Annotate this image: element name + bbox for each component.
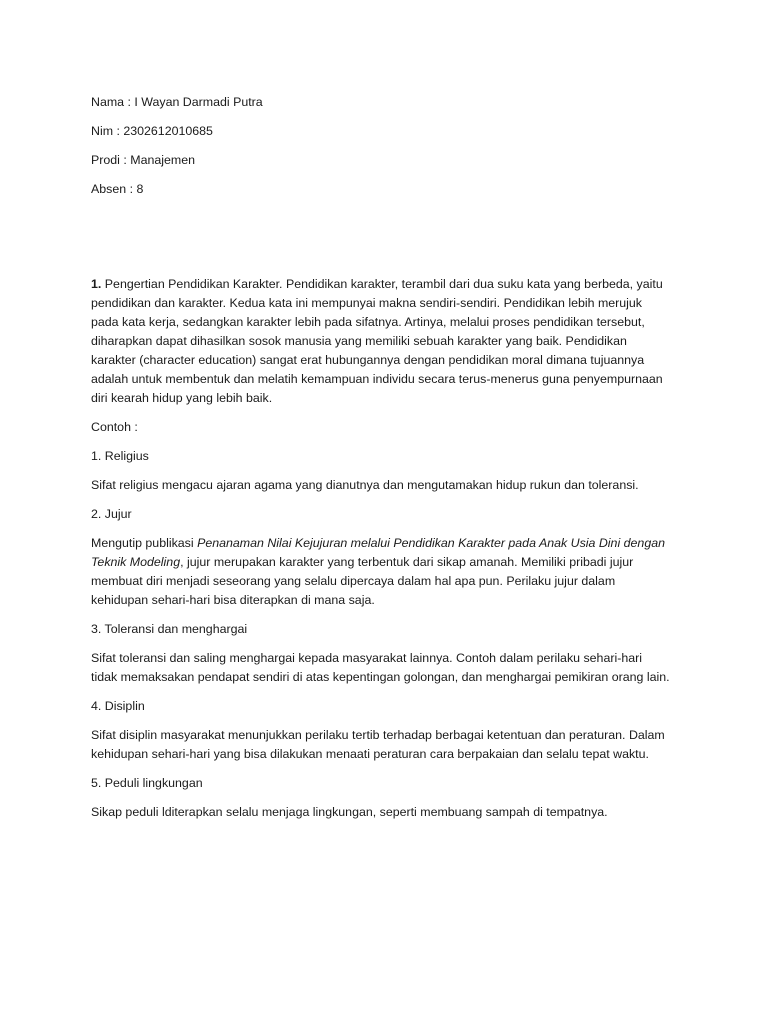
nama-line: Nama : I Wayan Darmadi Putra <box>91 95 263 109</box>
item-jujur-body <box>91 534 671 610</box>
item-toleransi-heading: 3. Toleransi dan menghargai <box>91 622 248 636</box>
document-body <box>91 93 671 832</box>
section-1-text: Pengertian Pendidikan Karakter. Pendidikan karakter, terambil dari dua suku kata yang berbeda, yaitu pendidikan dan karakter. Kedua kata ini mempunyai makna sendiri-sendiri. Pendidikan lebih merujuk pada kata kerja, sedangkan karakter lebih pada sifatnya. Artinya, melalui proses pendidikan tersebut, diharapkan dapat dihasilkan sosok manusia yang memiliki sebuah karakter yang baik. Pendidikan karakter (character education) sangat erat hubungannya dengan pendidikan moral dimana tujuannya adalah untuk membentuk dan melatih kemampuan individu secara terus-menerus guna penyempurnaan diri kearah hidup yang lebih baik. <box>91 277 663 405</box>
section-1-paragraph <box>91 275 671 408</box>
jujur-publication-title: Penanaman Nilai Kejujuran melalui Pendidikan Karakter pada Anak Usia Dini dengan Teknik Modeling <box>91 536 665 569</box>
item-religius-heading: 1. Religius <box>91 449 149 463</box>
item-disiplin-heading: 4. Disiplin <box>91 699 145 713</box>
item-disiplin-body: Sifat disiplin masyarakat menunjukkan perilaku tertib terhadap berbagai ketentuan dan peraturan. Dalam kehidupan sehari-hari yang bisa dilakukan menaati peraturan cara berpakaian dan selalu tepat waktu. <box>91 728 665 761</box>
prodi-line: Prodi : Manajemen <box>91 153 195 167</box>
absen-line: Absen : 8 <box>91 182 144 196</box>
item-peduli-heading: 5. Peduli lingkungan <box>91 776 203 790</box>
item-jujur-heading: 2. Jujur <box>91 507 132 521</box>
jujur-body-pre: Mengutip publikasi <box>91 536 198 550</box>
identity-block <box>91 93 671 199</box>
contoh-label: Contoh : <box>91 420 138 434</box>
section-1-number: 1. <box>91 277 102 291</box>
nim-line: Nim : 2302612010685 <box>91 124 213 138</box>
jujur-body-post: , jujur merupakan karakter yang terbentuk dari sikap amanah. Memiliki pribadi jujur membuat diri menjadi seseorang yang selalu dipercaya dalam hal apa pun. Perilaku jujur dalam kehidupan sehari-hari bisa diterapkan di mana saja. <box>91 555 634 607</box>
spacer <box>91 209 671 275</box>
item-peduli-body: Sikap peduli lditerapkan selalu menjaga lingkungan, seperti membuang sampah di tempatnya. <box>91 805 608 819</box>
item-toleransi-body: Sifat toleransi dan saling menghargai kepada masyarakat lainnya. Contoh dalam perilaku sehari-hari tidak memaksakan pendapat sendiri di atas kepentingan golongan, dan menghargai pemikiran orang lain. <box>91 651 670 684</box>
item-religius-body: Sifat religius mengacu ajaran agama yang dianutnya dan mengutamakan hidup rukun dan toleransi. <box>91 478 639 492</box>
